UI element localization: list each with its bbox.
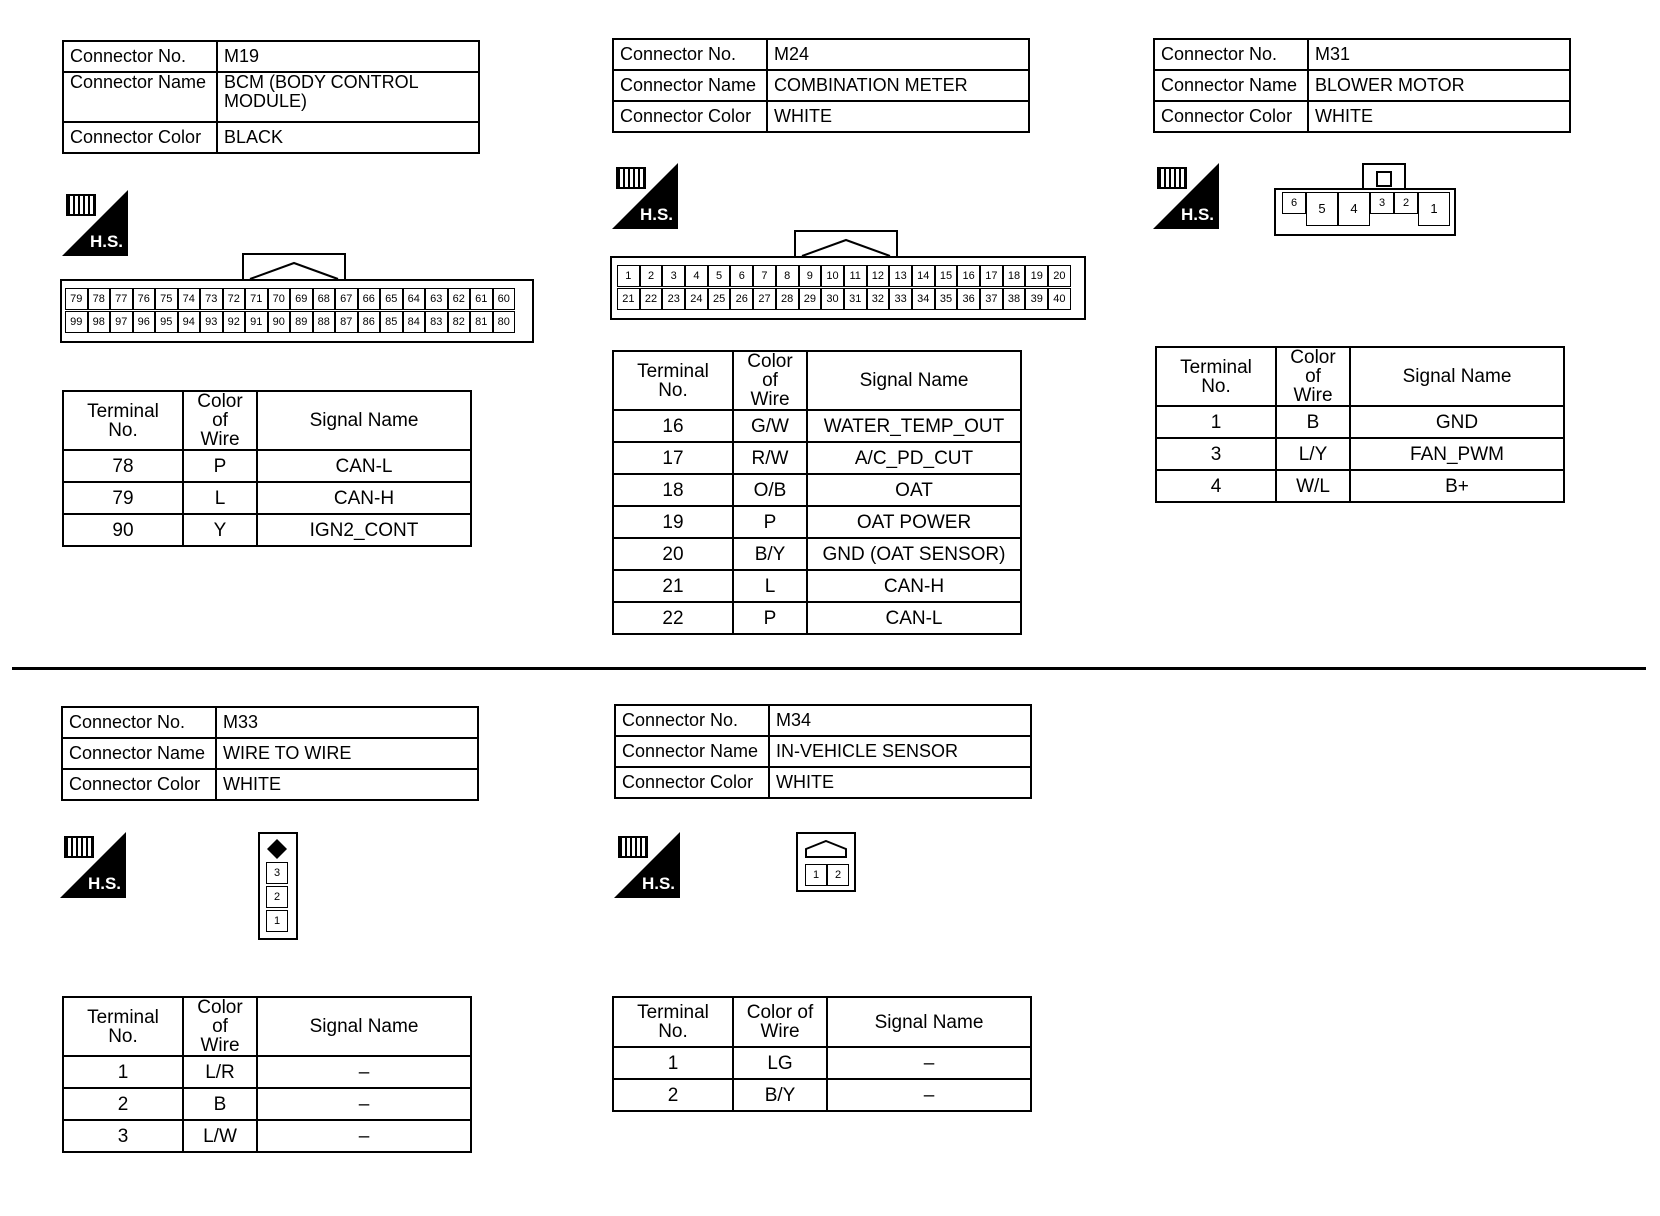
wire-color: P xyxy=(733,506,807,538)
harness-side-label: H.S. xyxy=(89,232,123,251)
wire-color: L xyxy=(733,570,807,602)
table-row xyxy=(613,474,1021,506)
connector-name-value: BCM (BODY CONTROL MODULE) xyxy=(217,72,479,122)
signal-name: IGN2_CONT xyxy=(257,514,471,546)
signal-name: – xyxy=(257,1120,471,1152)
terminal-no: 17 xyxy=(613,442,733,474)
harness-side-badge xyxy=(60,832,126,898)
connector-no-label: Connector No. xyxy=(62,707,216,738)
pin: 93 xyxy=(200,311,223,333)
pin: 84 xyxy=(403,311,426,333)
table-row xyxy=(1156,470,1564,502)
connector-no-label: Connector No. xyxy=(613,39,767,70)
terminal-no: 3 xyxy=(1156,438,1276,470)
pin: 2 xyxy=(640,265,663,287)
pin: 34 xyxy=(912,288,935,310)
table-row xyxy=(613,506,1021,538)
pin: 72 xyxy=(223,288,246,310)
connector-color-label: Connector Color xyxy=(62,769,216,800)
pin: 28 xyxy=(776,288,799,310)
pin: 88 xyxy=(313,311,336,333)
connector-info-m24 xyxy=(612,38,1030,133)
terminal-no: 78 xyxy=(63,450,183,482)
terminal-table-m34 xyxy=(612,996,1032,1112)
connector-icon xyxy=(618,836,648,858)
wire-color: R/W xyxy=(733,442,807,474)
wire-color: L/Y xyxy=(1276,438,1350,470)
connector-face-m19 xyxy=(60,253,534,341)
pin: 9 xyxy=(799,265,822,287)
table-row xyxy=(613,442,1021,474)
table-row xyxy=(613,1079,1031,1111)
pin: 11 xyxy=(844,265,867,287)
signal-name: – xyxy=(257,1088,471,1120)
key-roof-icon xyxy=(804,840,848,858)
harness-side-badge xyxy=(62,190,128,256)
pin-row-bottom xyxy=(617,288,1071,310)
pin: 2 xyxy=(1394,192,1418,214)
pin: 33 xyxy=(889,288,912,310)
pin: 30 xyxy=(821,288,844,310)
pin: 13 xyxy=(889,265,912,287)
harness-side-badge xyxy=(614,832,680,898)
pin: 90 xyxy=(268,311,291,333)
harness-side-label: H.S. xyxy=(87,874,121,893)
connector-info-m31 xyxy=(1153,38,1571,133)
terminal-no: 21 xyxy=(613,570,733,602)
wire-color-header: Color of Wire xyxy=(183,391,257,450)
signal-name-header: Signal Name xyxy=(257,997,471,1056)
wire-color: B/Y xyxy=(733,1079,827,1111)
table-row xyxy=(613,410,1021,442)
harness-side-badge xyxy=(1153,163,1219,229)
pin: 62 xyxy=(448,288,471,310)
connector-info-m33 xyxy=(61,706,479,801)
pin: 71 xyxy=(245,288,268,310)
connector-color-value: WHITE xyxy=(1308,101,1570,132)
pin-row-bottom xyxy=(65,311,515,333)
connector-no-value: M24 xyxy=(767,39,1029,70)
table-row xyxy=(613,1047,1031,1079)
signal-name: CAN-H xyxy=(257,482,471,514)
wire-color: P xyxy=(733,602,807,634)
pin-row-top xyxy=(65,288,515,310)
pin: 60 xyxy=(493,288,516,310)
pin: 69 xyxy=(290,288,313,310)
connector-face-m33 xyxy=(258,832,298,940)
pin: 1 xyxy=(266,910,288,932)
connector-color-value: WHITE xyxy=(769,767,1031,798)
pin: 6 xyxy=(1282,192,1306,214)
wire-color: L xyxy=(183,482,257,514)
terminal-no-header: Terminal No. xyxy=(63,391,183,450)
pin: 5 xyxy=(708,265,731,287)
harness-side-badge xyxy=(612,163,678,229)
pin: 95 xyxy=(155,311,178,333)
pin: 98 xyxy=(88,311,111,333)
wire-color: L/W xyxy=(183,1120,257,1152)
terminal-no-header: Terminal No. xyxy=(613,997,733,1047)
pin: 2 xyxy=(827,864,849,886)
pin: 3 xyxy=(662,265,685,287)
wire-color: G/W xyxy=(733,410,807,442)
wire-color: L/R xyxy=(183,1056,257,1088)
signal-name: A/C_PD_CUT xyxy=(807,442,1021,474)
pin: 22 xyxy=(640,288,663,310)
pin: 14 xyxy=(912,265,935,287)
wire-color: Y xyxy=(183,514,257,546)
pin: 2 xyxy=(266,886,288,908)
pin: 64 xyxy=(403,288,426,310)
terminal-no: 18 xyxy=(613,474,733,506)
pin: 79 xyxy=(65,288,88,310)
pin-column xyxy=(266,862,288,932)
connector-color-label: Connector Color xyxy=(63,122,217,153)
pin: 63 xyxy=(425,288,448,310)
pin: 96 xyxy=(133,311,156,333)
signal-name: – xyxy=(827,1047,1031,1079)
terminal-no: 90 xyxy=(63,514,183,546)
pin: 1 xyxy=(805,864,827,886)
signal-name-header: Signal Name xyxy=(257,391,471,450)
pin: 81 xyxy=(470,311,493,333)
pin: 86 xyxy=(358,311,381,333)
wire-color: B xyxy=(1276,406,1350,438)
connector-name-value: COMBINATION METER xyxy=(767,70,1029,101)
pin: 66 xyxy=(358,288,381,310)
connector-icon xyxy=(66,194,96,216)
connector-color-label: Connector Color xyxy=(615,767,769,798)
pin: 1 xyxy=(617,265,640,287)
key-diamond-icon xyxy=(266,838,288,860)
table-row xyxy=(63,1120,471,1152)
table-row xyxy=(63,482,471,514)
terminal-no: 3 xyxy=(63,1120,183,1152)
pin: 26 xyxy=(730,288,753,310)
pin: 78 xyxy=(88,288,111,310)
pin: 7 xyxy=(753,265,776,287)
terminal-no: 1 xyxy=(63,1056,183,1088)
pin: 38 xyxy=(1003,288,1026,310)
signal-name: CAN-L xyxy=(807,602,1021,634)
pin: 76 xyxy=(133,288,156,310)
connector-name-label: Connector Name xyxy=(63,72,217,122)
table-row xyxy=(613,570,1021,602)
signal-name: OAT POWER xyxy=(807,506,1021,538)
pin: 10 xyxy=(821,265,844,287)
connector-name-label: Connector Name xyxy=(62,738,216,769)
wire-color: W/L xyxy=(1276,470,1350,502)
connector-color-value: WHITE xyxy=(767,101,1029,132)
pin: 75 xyxy=(155,288,178,310)
connector-no-value: M33 xyxy=(216,707,478,738)
signal-name: – xyxy=(827,1079,1031,1111)
terminal-no: 22 xyxy=(613,602,733,634)
connector-name-label: Connector Name xyxy=(615,736,769,767)
terminal-no: 4 xyxy=(1156,470,1276,502)
pin: 29 xyxy=(799,288,822,310)
pin: 77 xyxy=(110,288,133,310)
connector-icon xyxy=(616,167,646,189)
connector-face-m34 xyxy=(796,832,856,892)
table-row xyxy=(1156,438,1564,470)
wire-color-header: Color of Wire xyxy=(733,351,807,410)
pin: 3 xyxy=(1370,192,1394,214)
connector-icon xyxy=(1157,167,1187,189)
pin: 15 xyxy=(935,265,958,287)
pin: 99 xyxy=(65,311,88,333)
terminal-no: 79 xyxy=(63,482,183,514)
pin: 67 xyxy=(335,288,358,310)
connector-name-value: BLOWER MOTOR xyxy=(1308,70,1570,101)
pin: 27 xyxy=(753,288,776,310)
signal-name: CAN-H xyxy=(807,570,1021,602)
wire-color-header: Color of Wire xyxy=(733,997,827,1047)
pin: 89 xyxy=(290,311,313,333)
terminal-no-header: Terminal No. xyxy=(1156,347,1276,406)
pin: 4 xyxy=(1338,192,1370,226)
wire-color: P xyxy=(183,450,257,482)
signal-name: – xyxy=(257,1056,471,1088)
terminal-no: 20 xyxy=(613,538,733,570)
harness-side-label: H.S. xyxy=(639,205,673,224)
table-row xyxy=(613,602,1021,634)
harness-side-label: H.S. xyxy=(1180,205,1214,224)
pin: 24 xyxy=(685,288,708,310)
connector-no-label: Connector No. xyxy=(63,41,217,72)
pin: 19 xyxy=(1025,265,1048,287)
pin-row xyxy=(805,864,849,886)
connector-color-value: BLACK xyxy=(217,122,479,153)
pin: 16 xyxy=(957,265,980,287)
pin: 68 xyxy=(313,288,336,310)
pin: 35 xyxy=(935,288,958,310)
connector-face-m31 xyxy=(1274,163,1456,235)
wire-color-header: Color of Wire xyxy=(1276,347,1350,406)
terminal-no: 2 xyxy=(63,1088,183,1120)
connector-name-label: Connector Name xyxy=(613,70,767,101)
terminal-no: 16 xyxy=(613,410,733,442)
connector-color-label: Connector Color xyxy=(613,101,767,132)
connector-info-m19 xyxy=(62,40,480,154)
section-divider xyxy=(12,667,1646,670)
connector-no-value: M19 xyxy=(217,41,479,72)
table-row xyxy=(63,514,471,546)
signal-name: FAN_PWM xyxy=(1350,438,1564,470)
pin: 21 xyxy=(617,288,640,310)
pin: 6 xyxy=(730,265,753,287)
pin: 32 xyxy=(867,288,890,310)
connector-no-label: Connector No. xyxy=(1154,39,1308,70)
connector-name-value: WIRE TO WIRE xyxy=(216,738,478,769)
harness-side-label: H.S. xyxy=(641,874,675,893)
wire-color-header: Color of Wire xyxy=(183,997,257,1056)
connector-color-value: WHITE xyxy=(216,769,478,800)
pin-row xyxy=(1282,192,1450,226)
pin: 70 xyxy=(268,288,291,310)
pin: 87 xyxy=(335,311,358,333)
connector-latch xyxy=(1362,163,1406,191)
pin: 61 xyxy=(470,288,493,310)
connector-name-value: IN-VEHICLE SENSOR xyxy=(769,736,1031,767)
signal-name: OAT xyxy=(807,474,1021,506)
signal-name: WATER_TEMP_OUT xyxy=(807,410,1021,442)
terminal-table-m33 xyxy=(62,996,472,1153)
pin: 23 xyxy=(662,288,685,310)
connector-no-label: Connector No. xyxy=(615,705,769,736)
pin: 40 xyxy=(1048,288,1071,310)
connector-color-label: Connector Color xyxy=(1154,101,1308,132)
terminal-table-m31 xyxy=(1155,346,1565,503)
signal-name-header: Signal Name xyxy=(1350,347,1564,406)
pin: 25 xyxy=(708,288,731,310)
pin: 39 xyxy=(1025,288,1048,310)
pin: 74 xyxy=(178,288,201,310)
connector-icon xyxy=(64,836,94,858)
pin: 85 xyxy=(380,311,403,333)
wire-color: B xyxy=(183,1088,257,1120)
pin: 12 xyxy=(867,265,890,287)
wire-color: B/Y xyxy=(733,538,807,570)
connector-no-value: M34 xyxy=(769,705,1031,736)
pin: 94 xyxy=(178,311,201,333)
signal-name: B+ xyxy=(1350,470,1564,502)
pin: 17 xyxy=(980,265,1003,287)
pin: 5 xyxy=(1306,192,1338,226)
connector-name-label: Connector Name xyxy=(1154,70,1308,101)
terminal-no: 19 xyxy=(613,506,733,538)
pin: 36 xyxy=(957,288,980,310)
pin: 82 xyxy=(448,311,471,333)
terminal-no: 1 xyxy=(1156,406,1276,438)
signal-name: GND (OAT SENSOR) xyxy=(807,538,1021,570)
pin: 1 xyxy=(1418,192,1450,226)
pin: 8 xyxy=(776,265,799,287)
terminal-no-header: Terminal No. xyxy=(613,351,733,410)
signal-name: GND xyxy=(1350,406,1564,438)
terminal-no-header: Terminal No. xyxy=(63,997,183,1056)
signal-name-header: Signal Name xyxy=(807,351,1021,410)
table-row xyxy=(613,538,1021,570)
wire-color: LG xyxy=(733,1047,827,1079)
terminal-table-m19 xyxy=(62,390,472,547)
table-row xyxy=(63,450,471,482)
pin: 3 xyxy=(266,862,288,884)
wire-color: O/B xyxy=(733,474,807,506)
connector-face-m24 xyxy=(610,230,1086,320)
pin: 20 xyxy=(1048,265,1071,287)
connector-no-value: M31 xyxy=(1308,39,1570,70)
terminal-no: 1 xyxy=(613,1047,733,1079)
table-row xyxy=(63,1088,471,1120)
pin: 83 xyxy=(425,311,448,333)
terminal-table-m24 xyxy=(612,350,1022,635)
pin: 80 xyxy=(493,311,516,333)
table-row xyxy=(63,1056,471,1088)
pin: 18 xyxy=(1003,265,1026,287)
pin: 31 xyxy=(844,288,867,310)
table-row xyxy=(1156,406,1564,438)
pin: 97 xyxy=(110,311,133,333)
pin: 65 xyxy=(380,288,403,310)
terminal-no: 2 xyxy=(613,1079,733,1111)
pin-row-top xyxy=(617,265,1071,287)
signal-name-header: Signal Name xyxy=(827,997,1031,1047)
pin: 37 xyxy=(980,288,1003,310)
pin: 91 xyxy=(245,311,268,333)
pin: 4 xyxy=(685,265,708,287)
signal-name: CAN-L xyxy=(257,450,471,482)
pin: 92 xyxy=(223,311,246,333)
pin: 73 xyxy=(200,288,223,310)
connector-info-m34 xyxy=(614,704,1032,799)
